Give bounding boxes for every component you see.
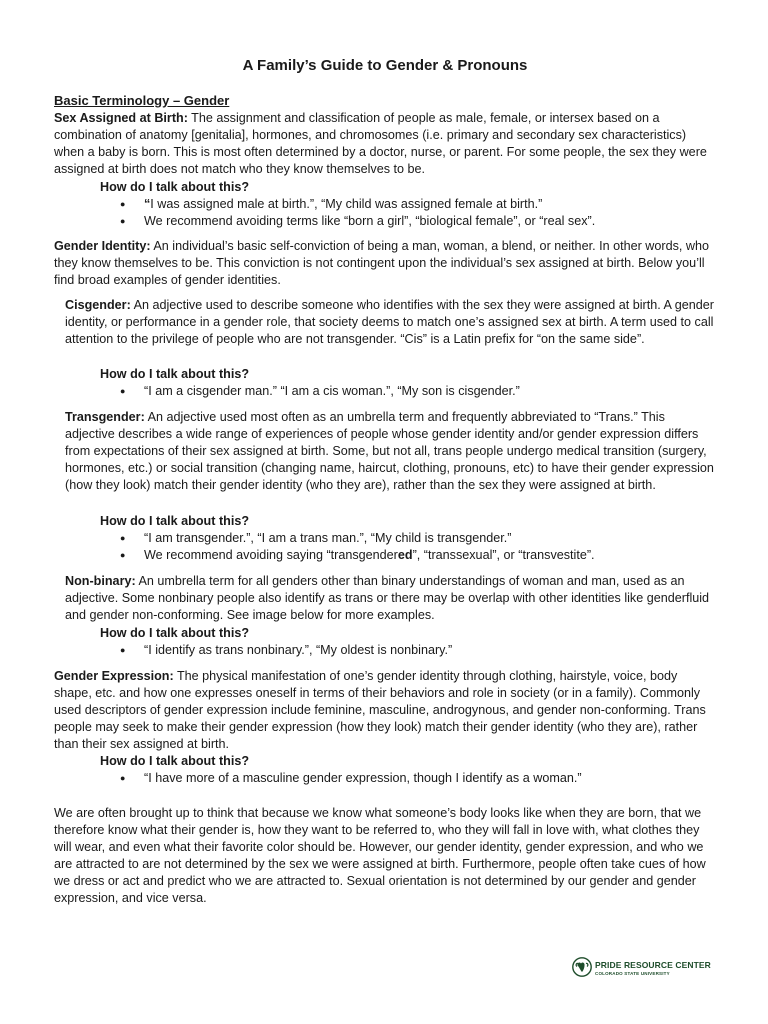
nonbinary-paragraph [65, 573, 717, 624]
example-bullet: ● “I have more of a masculine gender expression, though I identify as a woman.” [120, 770, 582, 787]
closing-paragraph: We are often brought up to think that because we know what someone’s body looks like when they are born, that we therefore know what their gender is, how they want to be referred to, who they will fall in love with, what clothes they will wear, and even what their favorite color should be. However, our gender identity, gender expression, and who we are attracted to are not determined by the sex we were assigned at birth. Furthermore, people often take cues of how we dress or act and predict who we are attracted to. Sexual orientation is not determined by our gender and gender expression, and vice versa. [54, 806, 706, 905]
transgender-paragraph [65, 409, 717, 494]
term-definition: An adjective used most often as an umbrella term and frequently abbreviated to “Trans.” This adjective describes a wide range of experiences of people whose gender identity and/or gender expression differs from expectations of their sex assigned at birth. Some, but not all, trans people undergo medical transition (surgery, hormones, etc.) or social transition (changing name, haircut, clothing, pronouns, etc) to have their gender expression (how they look) match their gender identity (who they are), rather than the sex they were assigned at birth. [65, 410, 714, 492]
term-label: Transgender: [65, 410, 145, 424]
logo-name: PRIDE RESOURCE CENTER [595, 960, 711, 970]
term-label: Gender Identity: [54, 239, 151, 253]
how-to-talk-label: How do I talk about this? [100, 514, 250, 528]
term-definition: An adjective used to describe someone who identifies with the sex they were assigned at birth. A gender identity, or performance in a gender role, that society deems to match one’s assigned sex at birth. A term used to call attention to the privilege of people who are not transgender. “Cis” is a Latin prefix for “on the same side”. [65, 298, 714, 346]
ram-head-icon [572, 957, 592, 977]
term-definition: The physical manifestation of one’s gender identity through clothing, hairstyle, voice, body shape, etc. and how one expresses oneself in terms of their behaviors and role in society (or in a family). Commonly used descriptors of gender expression include feminine, masculine, androgynous, and gender non-conforming. Trans people may seek to make their gender expression (how they look) match their gender identity (who they are), rather than their sex assigned at birth. [54, 669, 706, 751]
bullet-text: ”, “transsexual”, or “transvestite”. [412, 548, 595, 562]
how-to-talk-label: How do I talk about this? [100, 754, 250, 768]
bullet-text: We recommend avoiding saying “transgender [144, 548, 398, 562]
example-bullet: ● “I am a cisgender man.” “I am a cis woman.”, “My son is cisgender.” [120, 383, 520, 400]
sex-assigned-paragraph [54, 110, 716, 178]
page-title: A Family’s Guide to Gender & Pronouns [242, 57, 528, 74]
pride-resource-center-logo [572, 957, 712, 979]
example-bullet: ● We recommend avoiding terms like “born a girl”, “biological female”, or “real sex”. [120, 213, 595, 230]
term-definition: The assignment and classification of people as male, female, or intersex based on a combination of anatomy [genitalia], hormones, and chromosomes (i.e. primary and secondary sex characteristics) when a baby is born. This is most often determined by a doctor, nurse, or parent. For some people, the sex they were assigned at birth does not match who they know themselves to be. [54, 111, 707, 176]
term-label: Non-binary: [65, 574, 136, 588]
term-definition: An individual’s basic self-conviction of being a man, woman, a blend, or neither. In other words, who they know themselves to be. This conviction is not contingent upon the individual’s sex assigned at birth. Below you’ll find broad examples of gender identities. [54, 239, 709, 287]
term-label: Cisgender: [65, 298, 131, 312]
term-definition: An umbrella term for all genders other than binary understandings of woman and man, used as an adjective. Some nonbinary people also identify as trans or there may be overlap with other identities like genderfluid and gender non-conforming. See image below for more examples. [65, 574, 710, 622]
example-bullet: ● “I identify as trans nonbinary.”, “My oldest is nonbinary.” [120, 642, 452, 659]
bullet-text: I was assigned male at birth.”, “My child was assigned female at birth.” [150, 197, 543, 211]
term-label: Gender Expression: [54, 669, 174, 683]
example-bullet [120, 547, 595, 564]
section-heading: Basic Terminology – Gender [54, 93, 230, 108]
term-label: Sex Assigned at Birth: [54, 111, 188, 125]
bullet-emphasis: ed [397, 548, 413, 562]
gender-identity-paragraph [54, 238, 716, 289]
how-to-talk-label: How do I talk about this? [100, 180, 250, 194]
logo-university: COLORADO STATE UNIVERSITY [595, 971, 670, 976]
how-to-talk-label: How do I talk about this? [100, 367, 250, 381]
bullet-open-quote: “ [144, 197, 151, 211]
gender-expression-paragraph [54, 668, 716, 753]
example-bullet [120, 196, 542, 213]
how-to-talk-label: How do I talk about this? [100, 626, 250, 640]
example-bullet: ● “I am transgender.”, “I am a trans man.”, “My child is transgender.” [120, 530, 511, 547]
cisgender-paragraph [65, 297, 717, 348]
